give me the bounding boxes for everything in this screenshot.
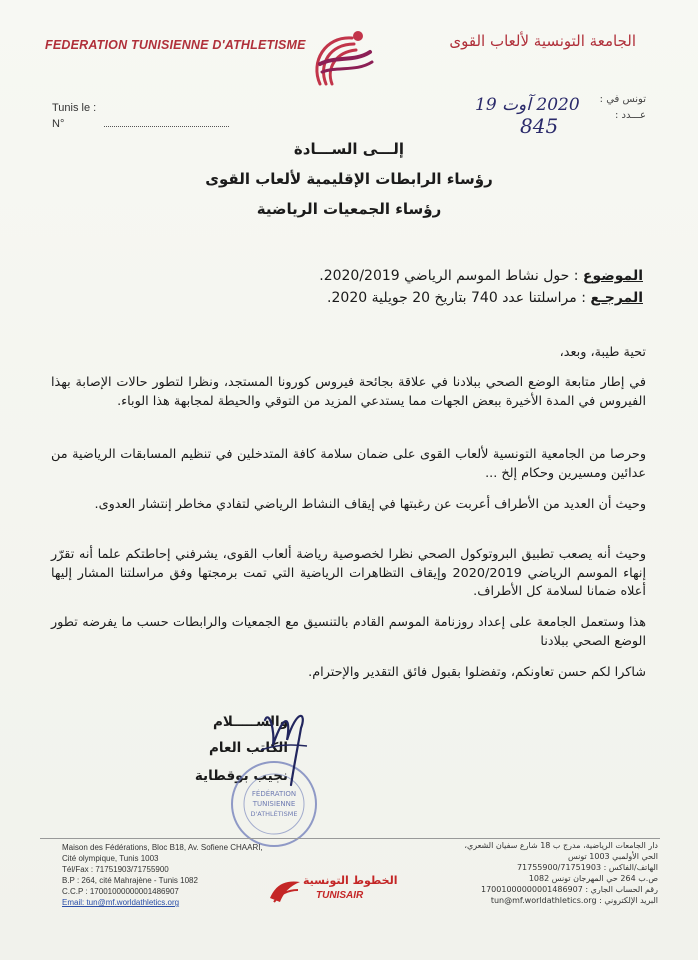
handwritten-date: 2020 آوت 19: [475, 95, 580, 115]
reference-text: : مراسلتنا عدد 740 بتاريخ 20 جويلية 2020.: [327, 290, 586, 306]
addressee-line3: رؤساء الجمعيات الرياضية: [256, 200, 442, 218]
federation-name-ar: الجامعة التونسية لألعاب القوى: [449, 32, 636, 50]
footer-ar-line: الحي الأولمبي 1003 تونس: [567, 852, 658, 861]
sponsor-name-fr: TUNISAIR: [316, 890, 364, 901]
footer-ar-line: دار الجامعات الرياضية، مدرج ب 18 شارع سفيان الشعري،: [464, 841, 658, 850]
footer-address-fr: [62, 842, 263, 908]
tunisair-sponsor-logo: [268, 872, 408, 912]
footer-fr-line: Cité olympique, Tunis 1003: [62, 854, 159, 863]
federation-logo-icon: [300, 22, 380, 102]
footer-fr-line: Tél/Fax : 71751903/71755900: [62, 865, 169, 874]
svg-text:D'ATHLÉTISME: D'ATHLÉTISME: [250, 810, 298, 818]
footer-divider: [40, 838, 660, 839]
footer-address-ar: [464, 840, 658, 906]
tunisair-gazelle-icon: [268, 876, 302, 906]
reference-label: المرجـع: [590, 290, 643, 306]
svg-text:FÉDÉRATION: FÉDÉRATION: [251, 790, 297, 798]
number-label-ar: عـــدد :: [614, 110, 646, 121]
paragraph-5: هذا وستعمل الجامعة على إعداد روزنامة الموسم القادم بالتنسيق مع الجمعيات والرابطات حسب ما يفرضه تطور الوضع الصحي ببلادنا: [51, 615, 646, 649]
paragraph-2: وحرصا من الجامعية التونسية لألعاب القوى على ضمان سلامة كافة المتدخلين في تنظيم المسابقات الرياضية من عدائين ومسيرين وحكام إلخ ...: [51, 447, 646, 481]
footer-ar-line: الهاتف/الفاكس : 71755900/71751903: [516, 863, 658, 872]
greeting: تحية طيبة، وبعد،: [559, 345, 646, 360]
handwritten-signature-icon: [255, 700, 315, 790]
sponsor-name-ar: الخطوط التونسية: [303, 874, 398, 887]
footer-email-link[interactable]: Email: tun@mf.worldathletics.org: [62, 898, 180, 907]
subject-line: [319, 268, 643, 284]
meta-right: [600, 92, 646, 124]
number-dotted-line: [104, 116, 229, 127]
signature-name: نجيب بوقطاية: [194, 768, 288, 784]
footer-ar-email[interactable]: البريد الإلكتروني : tun@mf.worldathletics.org: [490, 896, 658, 905]
meta-left: [52, 100, 229, 132]
subject-label: الموضوع: [582, 268, 643, 284]
subject-text: : حول نشاط الموسم الرياضي 2020/2019.: [319, 268, 579, 284]
footer-fr-line: C.C.P : 17001000000001486907: [62, 887, 179, 896]
addressee-line2: رؤساء الرابطات الإقليمية لألعاب القوى: [205, 170, 493, 188]
tunis-date-label: Tunis le :: [52, 102, 97, 114]
handwritten-number: 845: [520, 114, 559, 138]
number-label: N°: [52, 118, 65, 130]
footer-ar-line: رقم الحساب الجاري : 17001000000001486907: [481, 885, 658, 894]
tunis-date-label-ar: تونس في :: [599, 94, 646, 105]
footer-fr-line: Maison des Fédérations, Bloc B18, Av. Sofiene CHAARI,: [62, 843, 263, 852]
paragraph-1: في إطار متابعة الوضع الصحي ببلادنا في علاقة بجائحة فيروس كورونا المستجد، ونظرا لتطور حالات الإصابة بهذا الفيروس في المدة الأخيرة ببعض الجهات مما يستدعي المزيد من التوقي والحيطة لمجابهة هذا الوباء.: [51, 375, 646, 409]
footer-ar-line: ص.ب 264 حي المهرجان تونس 1082: [528, 874, 658, 883]
signature-title: الكاتب العام: [209, 740, 288, 756]
svg-text:TUNISIENNE: TUNISIENNE: [252, 800, 296, 808]
paragraph-3: وحيث أن العديد من الأطراف أعربت عن رغبتها في إيقاف النشاط الرياضي لتفادي مخاطر إنتشار العدوى.: [94, 497, 646, 512]
reference-line: [327, 290, 643, 306]
paragraph-4: وحيث أنه يصعب تطبيق البروتوكول الصحي نظرا لخصوصية رياضة ألعاب القوى، يشرفني إحاطتكم علما أنه تقرّر إنهاء الموسم الرياضي 2020/2019 وإيقاف التظاهرات الرياضية التي تمت برمجتها وفق مراسلتنا المشار إليها أعلاه ضمانا لسلامة كل الأطراف.: [51, 547, 646, 599]
closing-line: شاكرا لكم حسن تعاونكم، وتفضلوا بقبول فائق التقدير والإحترام.: [308, 665, 646, 680]
federation-name-fr: FEDERATION TUNISIENNE D'ATHLETISME: [45, 38, 306, 52]
footer-fr-line: B.P : 264, cité Mahrajène - Tunis 1082: [62, 876, 198, 885]
addressee-line1: إلـــى الســـادة: [293, 140, 405, 158]
signature-salam: والســـــلام: [212, 714, 288, 730]
